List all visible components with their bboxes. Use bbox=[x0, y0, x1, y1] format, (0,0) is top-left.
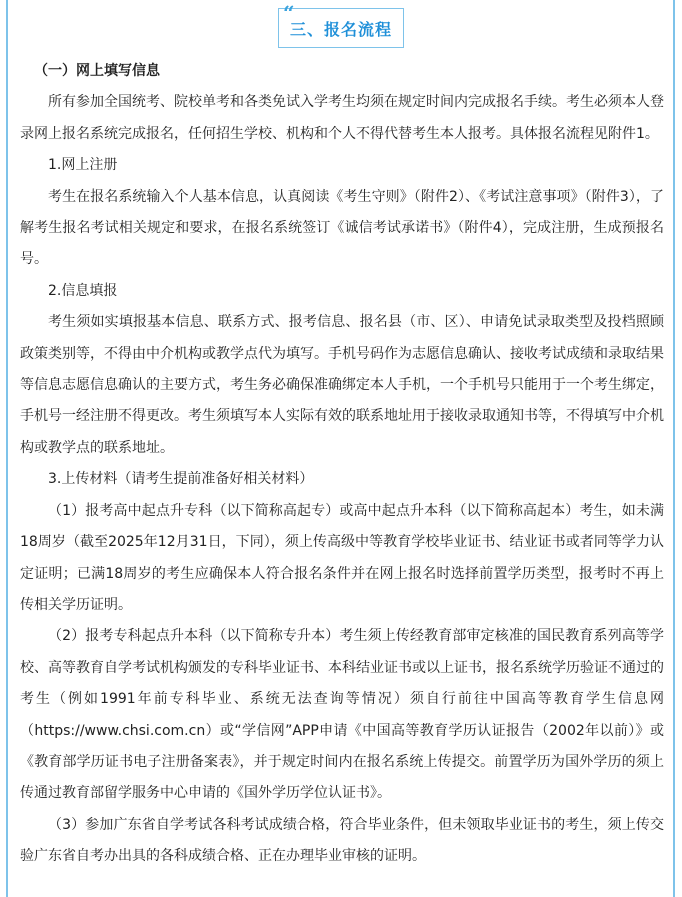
item2-paragraph: （2）报考专科起点升本科（以下简称专升本）考生须上传经教育部审定核准的国民教育系列高等学校、高等教育自学考试机构颁发的专科毕业证书、本科结业证书或以上证书，报名系统学历验证不通过的考生（例如1991年前专科毕业、系统无法查询等情况）须自行前往中国高等教育学生信息网（https://www.chsi.com.cn）或“学信网”APP申请《中国高等教育学历认证报告（2002年以前）》或《教育部学历证书电子注册备案表》，并于规定时间内在报名系统上传提交。前置学历为国外学历的须上传通过教育部留学服务中心申请的《国外学历学位认证书》。 bbox=[20, 628, 664, 802]
subsection-heading: （一）网上填写信息 bbox=[34, 63, 160, 79]
step2-title: 2.信息填报 bbox=[48, 282, 118, 299]
step2-paragraph: 考生须如实填报基本信息、联系方式、报考信息、报名县（市、区）、申请免试录取类型及投档照顾政策类别等，不得由中介机构或教学点代为填写。手机号码作为志愿信息确认、接收考试成绩和录取结果等信息志愿信息确认的主要方式，考生务必确保准确绑定本人手机，一个手机号只能用于一个考生绑定，手机号一经注册不得更改。考生须填写本人实际有效的联系地址用于接收录取通知书等，不得填写中介机构或教学点的联系地址。 bbox=[20, 314, 664, 456]
section-title: 三、报名流程 bbox=[289, 19, 392, 39]
article-body bbox=[20, 56, 664, 873]
step3-title: 3.上传材料（请考生提前准备好相关材料） bbox=[48, 471, 314, 488]
section-title-box bbox=[278, 1, 404, 48]
step1-title: 1.网上注册 bbox=[48, 157, 118, 174]
item1-paragraph: （1）报考高中起点升专科（以下简称高起专）或高中起点升本科（以下简称高起本）考生，如未满18周岁（截至2025年12月31日，下同），须上传高级中等教育学校毕业证书、结业证书或者同等学力认定证明；已满18周岁的考生应确保本人符合报名条件并在网上报名时选择前置学历类型，报考时不再上传相关学历证明。 bbox=[20, 502, 664, 613]
quote-icon: “ bbox=[283, 1, 295, 25]
item3-paragraph: （3）参加广东省自学考试各科考试成绩合格，符合毕业条件，但未领取毕业证书的考生，须上传交验广东省自考办出具的各科成绩合格、正在办理毕业审核的证明。 bbox=[20, 816, 664, 865]
intro-paragraph: 所有参加全国统考、院校单考和各类免试入学考生均须在规定时间内完成报名手续。考生必须本人登录网上报名系统完成报名，任何招生学校、机构和个人不得代替考生本人报考。具体报名流程见附件1。 bbox=[20, 94, 664, 142]
step1-paragraph: 考生在报名系统输入个人基本信息，认真阅读《考生守则》（附件2）、《考试注意事项》（附件3），了解考生报名考试相关规定和要求，在报名系统签订《诚信考试承诺书》（附件4），完成注册，生成预报名号。 bbox=[20, 188, 664, 268]
